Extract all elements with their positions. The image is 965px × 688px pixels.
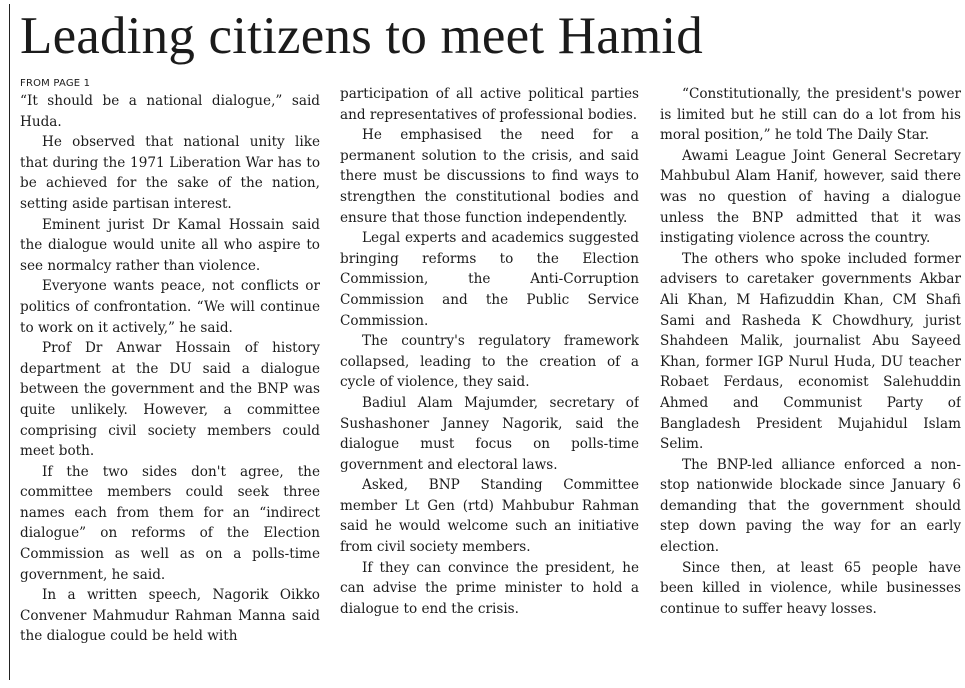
paragraph: Eminent jurist Dr Kamal Hossain said the dialogue would unite all who aspire to see normalcy rather than violence. <box>20 216 320 274</box>
paragraph: Prof Dr Anwar Hossain of history department at the DU said a dialogue between the government and the BNP was quite unlikely. However, a committee comprising civil society members could meet both. <box>20 340 320 460</box>
paragraph: Awami League Joint General Secretary Mahbubul Alam Hanif, however, said there was no question of having a dialogue unless the BNP admitted that it was instigating violence across the country. <box>660 147 961 247</box>
paragraph: The country's regulatory framework collapsed, leading to the creation of a cycle of violence, they said. <box>340 333 639 391</box>
article-column-2 <box>340 84 639 688</box>
article-column-3 <box>660 84 961 688</box>
paragraph: The BNP-led alliance enforced a non-stop nationwide blockade since January 6 demanding that the government should step down paving the way for an early election. <box>660 456 961 556</box>
paragraph: “It should be a national dialogue,” said Huda. <box>20 93 320 130</box>
paragraph: Legal experts and academics suggested bringing reforms to the Election Commission, the Anti-Corruption Commission and the Public Service Commission. <box>340 230 639 329</box>
left-column-rule <box>9 4 10 680</box>
article-column-1 <box>20 78 320 682</box>
paragraph: In a written speech, Nagorik Oikko Convener Mahmudur Rahman Manna said the dialogue could be held with <box>20 587 320 645</box>
paragraph: “Constitutionally, the president's power is limited but he still can do a lot from his moral position,” he told The Daily Star. <box>660 86 961 144</box>
continuation-kicker: FROM PAGE 1 <box>20 78 91 89</box>
paragraph: If they can convince the president, he can advise the prime minister to hold a dialogue to end the crisis. <box>340 559 639 617</box>
paragraph: He observed that national unity like that during the 1971 Liberation War has to be achieved for the sake of the nation, setting aside partisan interest. <box>20 134 320 212</box>
paragraph: Asked, BNP Standing Committee member Lt Gen (rtd) Mahbubur Rahman said he would welcome such an initiative from civil society members. <box>340 477 639 556</box>
paragraph: Badiul Alam Majumder, secretary of Sushashoner Janney Nagorik, said the dialogue must focus on polls-time government and electoral laws. <box>340 394 639 473</box>
paragraph: If the two sides don't agree, the committee members could seek three names each from them for an “indirect dialogue” on reforms of the Election Commission as well as on a polls-time government, he said. <box>20 463 320 583</box>
paragraph: Everyone wants peace, not conflicts or politics of confrontation. “We will continue to work on it actively,” he said. <box>20 278 320 336</box>
paragraph: He emphasised the need for a permanent solution to the crisis, and said there must be discussions to find ways to strengthen the constitutional bodies and ensure that those function independently. <box>340 127 639 226</box>
paragraph: The others who spoke included former advisers to caretaker governments Akbar Ali Khan, M Hafizuddin Khan, CM Shafi Sami and Rasheda K Chowdhury, jurist Shahdeen Malik, journalist Abu Sayeed Khan, former IGP Nurul Huda, DU teacher Robaet Ferdaus, economist Salehuddin Ahmed and Communist Party of Bangladesh President Mujahidul Islam Selim. <box>660 250 961 453</box>
paragraph: participation of all active political parties and representatives of professional bodies. <box>340 86 639 123</box>
headline: Leading citizens to meet Hamid <box>20 7 703 65</box>
paragraph: Since then, at least 65 people have been killed in violence, while businesses continue to suffer heavy losses. <box>660 559 961 617</box>
